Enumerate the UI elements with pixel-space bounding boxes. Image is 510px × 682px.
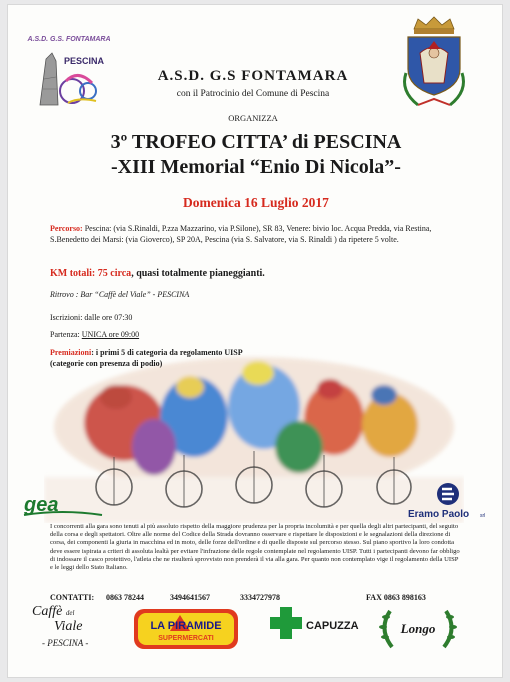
farmacia-capuzza-logo: [268, 605, 364, 645]
contacts-row: [8, 593, 504, 605]
caffe-small: del: [65, 609, 75, 617]
awards-label: Premiazioni: [50, 348, 92, 357]
piramide-bottom-text: SUPERMERCATI: [158, 635, 214, 642]
event-date: Domenica 16 Luglio 2017: [183, 195, 329, 210]
phone-3: 3334727978: [240, 593, 280, 602]
fax-number: FAX 0863 898163: [366, 593, 426, 602]
caffe-line1: Caffè: [32, 604, 63, 619]
event-subtitle: -XIII Memorial “Enio Di Nicola”-: [111, 156, 401, 178]
poster: [7, 4, 503, 678]
phone-2: 3494641567: [170, 593, 210, 602]
gea-logo: [22, 491, 104, 521]
km-total: [50, 268, 265, 279]
eramo-logo-text: Eramo Paolo: [408, 509, 470, 520]
municipal-coat-of-arms: [394, 13, 474, 113]
registration-time: Iscrizioni: dalle ore 07:30: [50, 313, 133, 322]
club-logo: [26, 19, 112, 115]
route-label: Percorso:: [50, 224, 83, 233]
km-label: KM totali: 75 circa: [50, 268, 132, 279]
la-piramide-logo: [132, 605, 242, 653]
phone-1: 0863 78244: [106, 593, 144, 602]
caffe-del-viale-logo: [32, 605, 112, 657]
piramide-top-text: LA PIRAMIDE: [150, 620, 222, 632]
km-note: , quasi totalmente pianeggianti.: [131, 268, 265, 279]
organizer-title: A.S.D. G.S FONTAMARA: [157, 68, 349, 84]
capuzza-text: CAPUZZA: [306, 620, 359, 632]
caffe-city: - PESCINA -: [42, 638, 89, 648]
awards: [50, 347, 350, 369]
eramo-paolo-logo: [408, 481, 494, 525]
gea-logo-text: gea: [24, 494, 59, 516]
longo-text: Longo: [400, 621, 436, 636]
club-logo-text: A.S.D. G.S. FONTAMARA: [27, 36, 111, 43]
route-description: [50, 223, 455, 245]
start-value: UNICA ore 09:00: [81, 330, 140, 339]
organizza-label: ORGANIZZA: [228, 113, 278, 123]
event-title: 3º TROFEO CITTA’ di PESCINA: [110, 131, 402, 153]
longo-logo: [376, 605, 460, 653]
start-label: Partenza:: [50, 330, 82, 339]
awards-text: : i primi 5 di categoria da regolamento UISP: [91, 348, 243, 357]
route-text: Pescina: (via S.Rinaldi, P.zza Mazzarino, via P.Silone), SR 83, Venere: bivio loc. Acqua Predda, via Restina, S.Benedetto dei Marsi: (via Gioverco), SP 20A, Pescina (via S. Salvatore, via S. Rinaldi ) da ripetere 5 volte.: [50, 224, 432, 244]
contacts-label: CONTATTI:: [50, 593, 95, 602]
eramo-logo-suffix: srl: [480, 513, 486, 519]
awards-note: (categorie con presenza di podio): [50, 359, 163, 368]
organizer-subtitle: con il Patrocinio del Comune di Pescina: [176, 89, 330, 99]
club-logo-city: PESCINA: [63, 56, 105, 66]
race-rules: I concorrenti alla gara sono tenuti al più assoluto rispetto della maggiore prudenza per la propria incolumità e per quella degli altri partecipanti, del seguito della corsa e degli spettatori. Oltre alle norme del Codice della Strada dovranno osservare e rispettare le disposizioni e le segnalazioni della direzione di corsa, dei componenti la giuria in macchina ed in moto, delle forze dell'ordine e di quelle disposte sul percorso stesso. Sul piano sportivo la loro condotta deve essere ispirata a criteri di assoluta lealtà per evitare l'infrazione delle regole contemplate nel regolamento UISP. Tutti i partecipanti devono far obbligo di indossare il casco protettivo, l'atleta che ne risulterà sprovvisto non prenderà il via alla gara. Per quanto non contemplato vige il regolamento della UISP e le leggi dello Stato Italiano.: [50, 523, 460, 572]
caffe-line2: Viale: [54, 619, 83, 634]
meeting-point: Ritrovo : Bar “Caffè del Viale” - PESCINA: [50, 290, 190, 299]
